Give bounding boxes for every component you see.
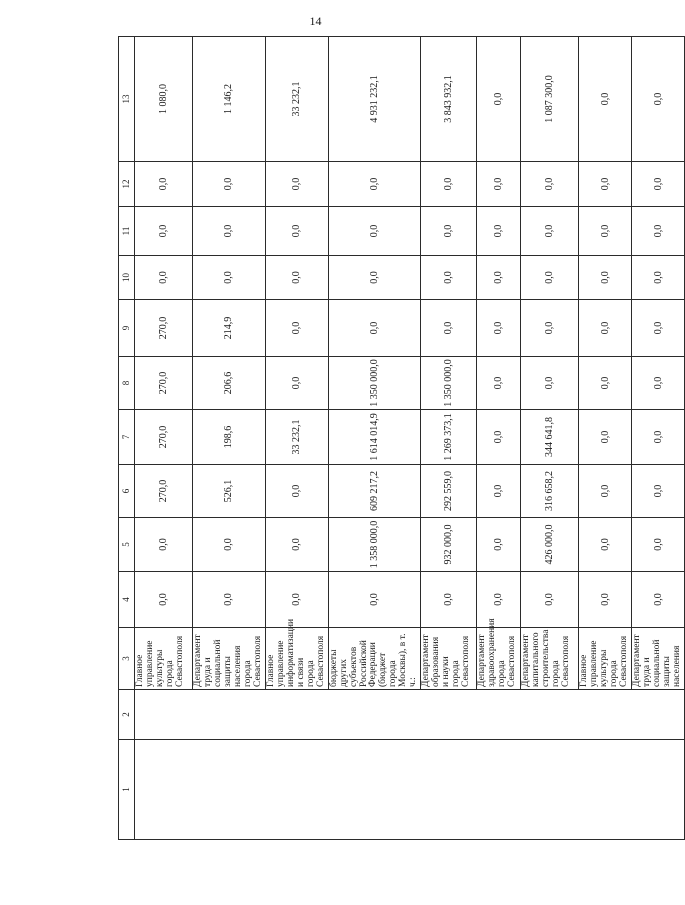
value-cell: 0,0 bbox=[521, 300, 579, 357]
header-cell: 9 bbox=[119, 300, 135, 357]
org-cell: Главное управление информатизации и связи города Севастополя bbox=[265, 628, 328, 690]
value-cell: 0,0 bbox=[265, 518, 328, 572]
value-cell: 0,0 bbox=[477, 37, 521, 162]
value-cell: 0,0 bbox=[521, 357, 579, 410]
header-cell: 13 bbox=[119, 37, 135, 162]
value-cell: 0,0 bbox=[477, 300, 521, 357]
value-cell: 0,0 bbox=[521, 256, 579, 300]
value-cell: 1 080,0 bbox=[135, 37, 193, 162]
value-cell: 0,0 bbox=[265, 465, 328, 518]
value-cell: 1 146,2 bbox=[193, 37, 266, 162]
value-cell: 0,0 bbox=[632, 37, 685, 162]
budget-table bbox=[118, 36, 685, 840]
value-cell: 0,0 bbox=[632, 572, 685, 628]
value-cell: 4 931 232,1 bbox=[328, 37, 421, 162]
value-cell: 0,0 bbox=[193, 572, 266, 628]
value-cell: 33 232,1 bbox=[265, 410, 328, 465]
value-cell: 0,0 bbox=[477, 518, 521, 572]
value-cell: 292 559,0 bbox=[421, 465, 477, 518]
value-cell: 0,0 bbox=[579, 256, 632, 300]
header-row bbox=[119, 37, 135, 840]
header-cell: 10 bbox=[119, 256, 135, 300]
value-cell: 0,0 bbox=[265, 300, 328, 357]
value-cell: 0,0 bbox=[193, 207, 266, 256]
value-cell: 270,0 bbox=[135, 357, 193, 410]
value-cell: 0,0 bbox=[632, 518, 685, 572]
value-cell: 198,6 bbox=[193, 410, 266, 465]
value-cell: 0,0 bbox=[265, 357, 328, 410]
value-cell: 0,0 bbox=[193, 256, 266, 300]
value-cell: 0,0 bbox=[328, 256, 421, 300]
org-cell: бюджеты других субъектов Российской Федерации (бюджет города Москвы), в т. ч.: bbox=[328, 628, 421, 690]
value-cell: 214,9 bbox=[193, 300, 266, 357]
value-cell: 0,0 bbox=[193, 162, 266, 207]
value-cell: 0,0 bbox=[579, 207, 632, 256]
value-cell: 0,0 bbox=[135, 207, 193, 256]
value-cell: 0,0 bbox=[477, 256, 521, 300]
value-cell: 0,0 bbox=[328, 572, 421, 628]
value-cell: 344 641,8 bbox=[521, 410, 579, 465]
value-cell: 0,0 bbox=[265, 256, 328, 300]
value-cell: 0,0 bbox=[265, 162, 328, 207]
value-cell: 0,0 bbox=[579, 37, 632, 162]
header-cell: 5 bbox=[119, 518, 135, 572]
value-cell: 426 000,0 bbox=[521, 518, 579, 572]
org-cell: Департамент здравоохранения города Севастополя bbox=[477, 628, 521, 690]
value-cell: 1 350 000,0 bbox=[421, 357, 477, 410]
value-cell: 0,0 bbox=[328, 207, 421, 256]
header-cell: 3 bbox=[119, 628, 135, 690]
header-cell: 8 bbox=[119, 357, 135, 410]
col1-cell bbox=[135, 740, 685, 840]
value-cell: 0,0 bbox=[579, 465, 632, 518]
value-cell: 270,0 bbox=[135, 300, 193, 357]
value-cell: 0,0 bbox=[421, 572, 477, 628]
value-cell: 1 358 000,0 bbox=[328, 518, 421, 572]
value-cell: 609 217,2 bbox=[328, 465, 421, 518]
value-cell: 0,0 bbox=[328, 162, 421, 207]
value-cell: 0,0 bbox=[421, 207, 477, 256]
value-cell: 0,0 bbox=[632, 357, 685, 410]
value-cell: 0,0 bbox=[135, 162, 193, 207]
value-cell: 1 269 373,1 bbox=[421, 410, 477, 465]
org-cell: Департамент труда и социальной защиты населения bbox=[632, 628, 685, 690]
value-cell: 0,0 bbox=[421, 300, 477, 357]
value-cell: 0,0 bbox=[477, 162, 521, 207]
value-cell: 0,0 bbox=[477, 410, 521, 465]
value-cell: 0,0 bbox=[135, 256, 193, 300]
value-cell: 0,0 bbox=[421, 162, 477, 207]
value-cell: 0,0 bbox=[328, 300, 421, 357]
value-cell: 0,0 bbox=[579, 300, 632, 357]
value-cell: 0,0 bbox=[135, 518, 193, 572]
header-cell: 1 bbox=[119, 740, 135, 840]
value-cell: 0,0 bbox=[193, 518, 266, 572]
org-cell: Главное управление культуры города Севастополя bbox=[579, 628, 632, 690]
value-cell: 1 350 000,0 bbox=[328, 357, 421, 410]
value-cell: 0,0 bbox=[521, 162, 579, 207]
value-cell: 0,0 bbox=[477, 207, 521, 256]
value-cell: 0,0 bbox=[632, 256, 685, 300]
value-cell: 932 000,0 bbox=[421, 518, 477, 572]
header-cell: 7 bbox=[119, 410, 135, 465]
org-cell: Главное управление культуры города Севастополя bbox=[135, 628, 193, 690]
header-cell: 11 bbox=[119, 207, 135, 256]
page-number: 14 bbox=[309, 14, 322, 28]
value-cell: 0,0 bbox=[579, 357, 632, 410]
value-cell: 33 232,1 bbox=[265, 37, 328, 162]
value-cell: 206,6 bbox=[193, 357, 266, 410]
value-cell: 0,0 bbox=[135, 572, 193, 628]
header-cell: 4 bbox=[119, 572, 135, 628]
org-cell: Департамент труда и социальной защиты населения города Севастополя bbox=[193, 628, 266, 690]
value-cell: 0,0 bbox=[632, 300, 685, 357]
header-cell: 6 bbox=[119, 465, 135, 518]
value-cell: 0,0 bbox=[579, 162, 632, 207]
value-cell: 0,0 bbox=[477, 357, 521, 410]
value-cell: 0,0 bbox=[477, 465, 521, 518]
value-cell: 0,0 bbox=[521, 207, 579, 256]
value-cell: 0,0 bbox=[632, 410, 685, 465]
value-cell: 270,0 bbox=[135, 465, 193, 518]
value-cell: 0,0 bbox=[265, 572, 328, 628]
table-row bbox=[135, 37, 193, 840]
col2-cell bbox=[135, 690, 685, 740]
value-cell: 0,0 bbox=[579, 572, 632, 628]
rotated-table-container bbox=[118, 37, 683, 840]
header-cell: 2 bbox=[119, 690, 135, 740]
value-cell: 3 843 932,1 bbox=[421, 37, 477, 162]
value-cell: 0,0 bbox=[265, 207, 328, 256]
value-cell: 0,0 bbox=[521, 572, 579, 628]
value-cell: 526,1 bbox=[193, 465, 266, 518]
value-cell: 270,0 bbox=[135, 410, 193, 465]
value-cell: 0,0 bbox=[421, 256, 477, 300]
value-cell: 1 614 014,9 bbox=[328, 410, 421, 465]
value-cell: 0,0 bbox=[632, 465, 685, 518]
value-cell: 316 658,2 bbox=[521, 465, 579, 518]
value-cell: 0,0 bbox=[579, 518, 632, 572]
value-cell: 1 087 300,0 bbox=[521, 37, 579, 162]
org-cell: Департамент капитального строительства города Севастополя bbox=[521, 628, 579, 690]
org-cell: Департамент образования и науки города Севастополя bbox=[421, 628, 477, 690]
value-cell: 0,0 bbox=[579, 410, 632, 465]
value-cell: 0,0 bbox=[632, 207, 685, 256]
header-cell: 12 bbox=[119, 162, 135, 207]
value-cell: 0,0 bbox=[632, 162, 685, 207]
value-cell: 0,0 bbox=[477, 572, 521, 628]
